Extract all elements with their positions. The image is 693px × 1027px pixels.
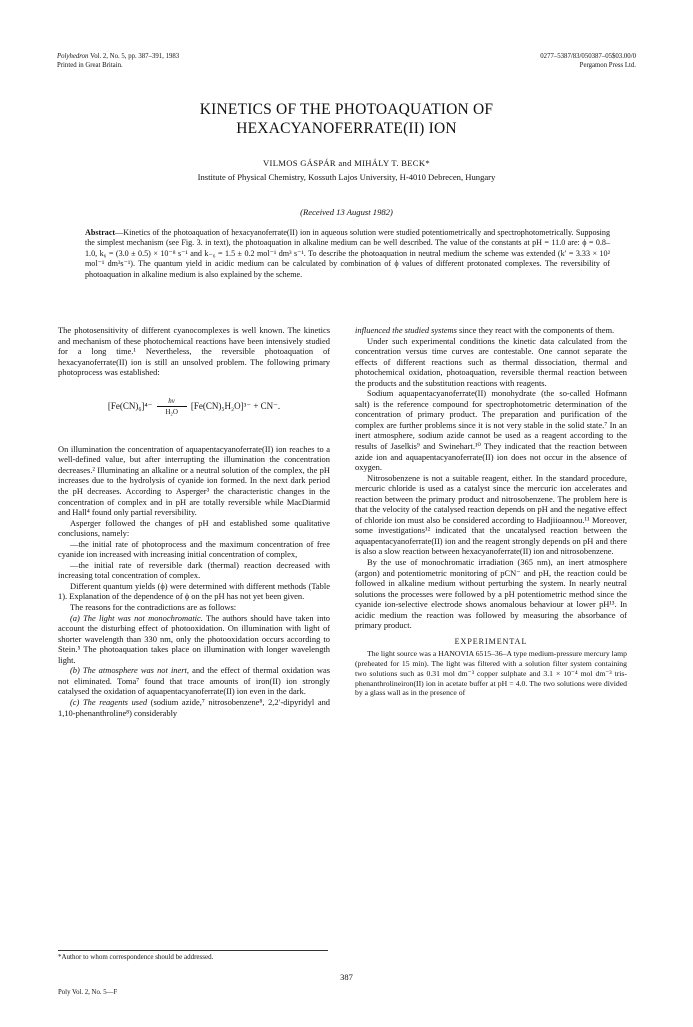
printed-info: Printed in Great Britain. [57,62,123,69]
equation-arrow [157,396,187,418]
right-paragraph-3: Sodium aquapentacyanoferrate(II) monohydrate (the so-called Hofmann salt) is the reference compound for spectrophotometric determination of the concentration of primary product. The preparation and purification of the complex are further problems since it is not very stable in the solid state.⁷ In an inert atmosphere, sodium azide cannot be used as a reagent according to the results of Jaselkis⁹ and Swinehart.¹⁰ They indicated that the reaction between azide ion and aquapentacyanoferrate(II) ion does not occur in the absence of oxygen. [355,388,627,473]
left-paragraph-8-lead: (a) The light was not monochromatic. [70,612,203,623]
left-paragraph-8 [58,613,330,666]
right-paragraph-1-text: since they react with the components of them. [456,325,615,335]
arrow-bottom-label: H₂O [165,408,178,417]
authors: VILMOS GÁSPÁR and MIHÁLY T. BECK* [263,158,430,168]
volume-info: Vol. 2, No. 5, pp. 387–391, 1983 [90,53,180,60]
title-line-1: KINETICS OF THE PHOTOAQUATION OF [199,101,494,118]
article-code: 0277–5387/83/050387–05$03.00/0 [540,53,636,60]
arrow-top-label: hν [168,396,175,405]
left-paragraph-10-text: (sodium azide,⁷ nitrosobenzene⁸, 2,2′-dipyridyl and 1,10-phenanthroline⁸) considerably [58,696,331,718]
right-column [355,325,627,698]
right-paragraph-1-lead: influenced the studied systems [355,325,457,335]
left-paragraph-10 [58,697,330,718]
right-paragraph-2: Under such experimental conditions the kinetic data calculated from the concentration versus time curves are contestable. One cannot separate the effects of different reactions such as thermal dissociation, thermal and photochemical oxidation, photoaquation, reversible thermal reaction between the products and the substitution reactions with reagents. [355,335,627,388]
left-paragraph-4: —the initial rate of photoprocess and the maximum concentration of free cyanide ion increased with increasing initial concentration of complex, [58,538,330,560]
left-paragraph-9-lead: (b) The atmosphere was not inert, [70,665,189,676]
footnote: *Author to whom correspondence should be addressed. [58,953,214,961]
left-paragraph-3: Asperger followed the changes of pH and established some qualitative conclusions, namely: [58,517,330,539]
footer-left: Poly Vol. 2, No. 5—F [58,989,118,996]
abstract-label: Abstract [85,228,116,237]
left-paragraph-7: The reasons for the contradictions are as follows: [70,602,237,613]
left-paragraph-6: Different quantum yields (ϕ) were determined with different methods (Table 1). Explanation of the dependence of ϕ on the pH has not yet been given. [58,580,330,602]
right-paragraph-4: Nitrosobenzene is not a suitable reagent, either. In the standard procedure, mercuric chloride is used as a catalyst since the mercuric ion accelerates and reaction between the primary product and nitrosobenzene. The problem here is that the velocity of the catalysed reaction depends on pH and the negative effect of chloride ion must also be considered according to Hadjiioannou.¹¹ Moreover, some investigations¹² indicated that the uncatalysed reaction between the aquapentacyanoferrate(II) ion and the reagent strongly depends on pH and there is also a slow reaction between hexacyanoferrate(II) ion and nitrosobenzene. [355,472,627,557]
right-paragraph-5: By the use of monochromatic irradiation (365 nm), an inert atmosphere (argon) and potentiometric monitoring of pCN⁻ and pH, the reaction could be followed in alkaline medium without perturbing the system. In nearly neutral solutions the processes were followed by a pH potentiometric method since the cyanide ion-selective electrode shows anomalous behaviour at lower pH¹³. In acidic medium the reaction was followed by measuring the absorbance of primary product. [355,557,627,631]
journal-name: Polyhedron [57,53,89,60]
publisher: Pergamon Press Ltd. [579,62,636,69]
equation [58,396,330,418]
received-date: (Received 13 August 1982) [300,207,393,217]
section-heading-experimental: EXPERIMENTAL [454,636,528,646]
left-paragraph-10-lead: (c) The reagents used [70,696,148,707]
left-paragraph-9 [58,665,330,697]
left-paragraph-8-text: The authors should have taken into account the disturbing effect of photooxidation. On illumination with light of shorter wavelength than 330 nm, only the photooxidation occurs according to Stein.⁵ The photoaquation takes place on illumination with longer wavelength light. [58,612,330,665]
abstract [85,228,610,280]
article-title [0,100,693,138]
equation-right: [Fe(CN)₅H₂O]³⁻ + CN⁻. [190,400,281,411]
right-paragraph-1 [355,325,627,336]
abstract-text: —Kinetics of the photoaquation of hexacyanoferrate(II) ion in aqueous solution were studied potentiometrically and spectrophotometrically. Supposing the simplest mechanism (see Fig. 3. in text), the photoaquation in alkaline medium can be well described. The value of the constants at pH = 11.0 are: ϕ = 0.8–1.0, k₆ = (3.0 ± 0.5) × 10⁻⁸ s⁻¹ and k₋₆ = 1.5 ± 0.2 mol⁻¹ dm³ s⁻¹. To describe the photoaquation in neutral medium the scheme was extended (k′ = 3.33 × 10² mol⁻¹ dm³s⁻¹). The quantum yield in acidic medium can be calculated by combination of ϕ values of different protonated complexes. The reversibility of photoaquation in alkaline medium is also explained by the scheme. [85,228,610,279]
equation-left: [Fe(CN)₆]⁴⁻ [107,400,153,411]
left-column [58,325,330,718]
left-paragraph-9-text: and the effect of thermal oxidation was not eliminated. Toma⁷ found that trace amounts of iron(II) ion strongly catalysed the oxidation of aquapentacyanoferrate(II) ion even in the dark. [58,665,331,697]
left-paragraph-1: The photosensitivity of different cyanocomplexes is well known. The kinetics and mechanism of these photochemical reactions have been intensively studied for a long time.¹ Nevertheless, the reversible photoaquation of hexacyanoferrate(II) ion is still an unsolved problem. The following primary photoprocess was established: [58,325,330,378]
left-paragraph-2: On illumination the concentration of aquapentacyanoferrate(II) ion reaches to a well-defined value, but after interrupting the illumination the concentration decreases.² Illuminating an alkaline or a neutral solution of the complex, the pH increases due to the hydrolysis of cyanide ion formed. In the next dark period the pH decreases. According to Asperger³ the characteristic changes in the concentration of complex and in pH are totally reversible while MacDiarmid and Hall⁴ found only partial reversibility. [58,443,330,518]
right-paragraph-6: The light source was a HANOVIA 6515–36–A type medium-pressure mercury lamp (preheated for 15 min). The light was filtered with a solution filter system containing two solutions such as 0.31 mol dm⁻³ copper sulphate and 3.1 × 10⁻⁴ mol dm⁻³ tris-phenanthrolineiron(II) ion in acetate buffer at pH = 4.0. The two solutions were divided by a glass wall as in the presence of [355,649,627,698]
title-line-2: HEXACYANOFERRATE(II) ION [236,120,457,137]
journal-header-right [540,52,636,70]
footnote-divider [58,950,328,951]
left-paragraph-5: —the initial rate of reversible dark (thermal) reaction decreased with increasing total concentration of complex. [58,559,330,581]
page-number: 387 [340,972,353,982]
journal-header-left [57,52,179,70]
institution: Institute of Physical Chemistry, Kossuth Lajos University, H-4010 Debrecen, Hungary [197,172,496,182]
